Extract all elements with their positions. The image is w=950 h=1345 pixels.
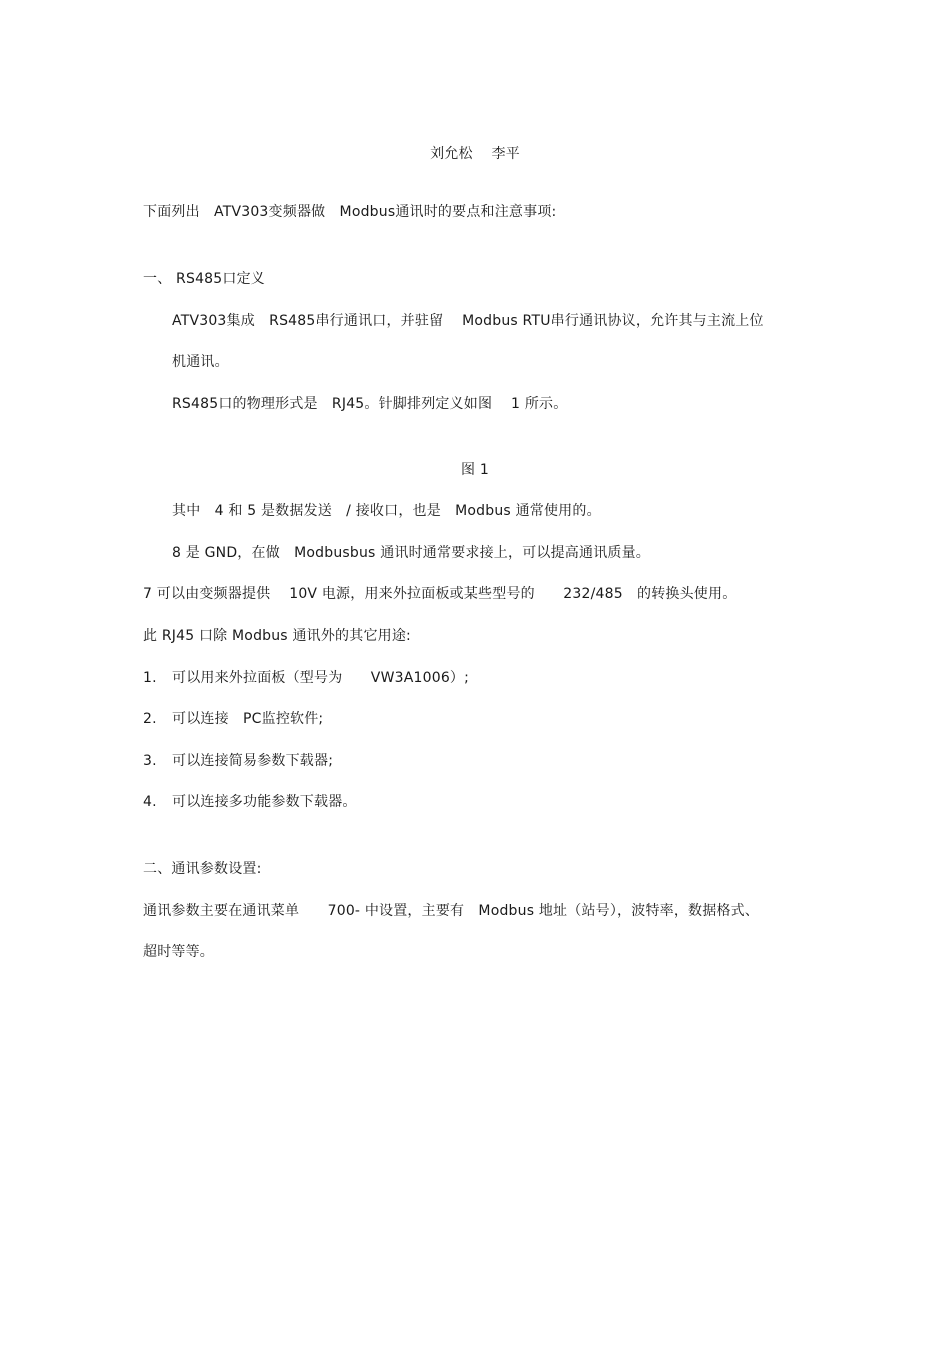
list-item-number: 1. — [143, 670, 157, 686]
list-item-text: 可以用来外拉面板（型号为 VW3A1006）; — [172, 670, 470, 686]
section1-para1-line1: ATV303集成 RS485串行通讯口，并驻留 Modbus RTU串行通讯协议，允许其与主流上位 — [172, 313, 764, 329]
figure-caption: 图 1 — [461, 462, 489, 478]
section1-para2: RS485口的物理形式是 RJ45。针脚排列定义如图 1 所示。 — [172, 396, 568, 412]
list-item-text: 可以连接 PC监控软件; — [172, 711, 324, 727]
section1-para3: 其中 4 和 5 是数据发送 / 接收口，也是 Modbus 通常使用的。 — [172, 503, 601, 519]
section2-heading: 二、通讯参数设置: — [143, 861, 262, 877]
list-item — [143, 668, 470, 688]
list-item — [143, 709, 324, 729]
list-item-text: 可以连接多功能参数下载器。 — [172, 794, 357, 810]
section1-para6: 此 RJ45 口除 Modbus 通讯外的其它用途: — [143, 628, 411, 644]
section1-para1-line2: 机通讯。 — [172, 354, 229, 370]
section1-para5: 7 可以由变频器提供 10V 电源，用来外拉面板或某些型号的 232/485 的转换头使用。 — [143, 586, 737, 602]
authors: 刘允松 李平 — [430, 146, 520, 162]
intro-text: 下面列出 ATV303变频器做 Modbus通讯时的要点和注意事项: — [143, 204, 557, 220]
section2-para1-line1: 通讯参数主要在通讯菜单 700- 中设置，主要有 Modbus 地址（站号），波特率，数据格式、 — [143, 903, 760, 919]
section2-para1-line2: 超时等等。 — [143, 944, 214, 960]
list-item-number: 3. — [143, 753, 157, 769]
list-item — [143, 751, 334, 771]
list-item-number: 4. — [143, 794, 157, 810]
section1-heading: 一、 RS485口定义 — [143, 271, 265, 287]
list-item — [143, 792, 357, 812]
section1-para4: 8 是 GND，在做 Modbusbus 通讯时通常要求接上，可以提高通讯质量。 — [172, 545, 650, 561]
list-item-number: 2. — [143, 711, 157, 727]
list-item-text: 可以连接简易参数下载器; — [172, 753, 334, 769]
